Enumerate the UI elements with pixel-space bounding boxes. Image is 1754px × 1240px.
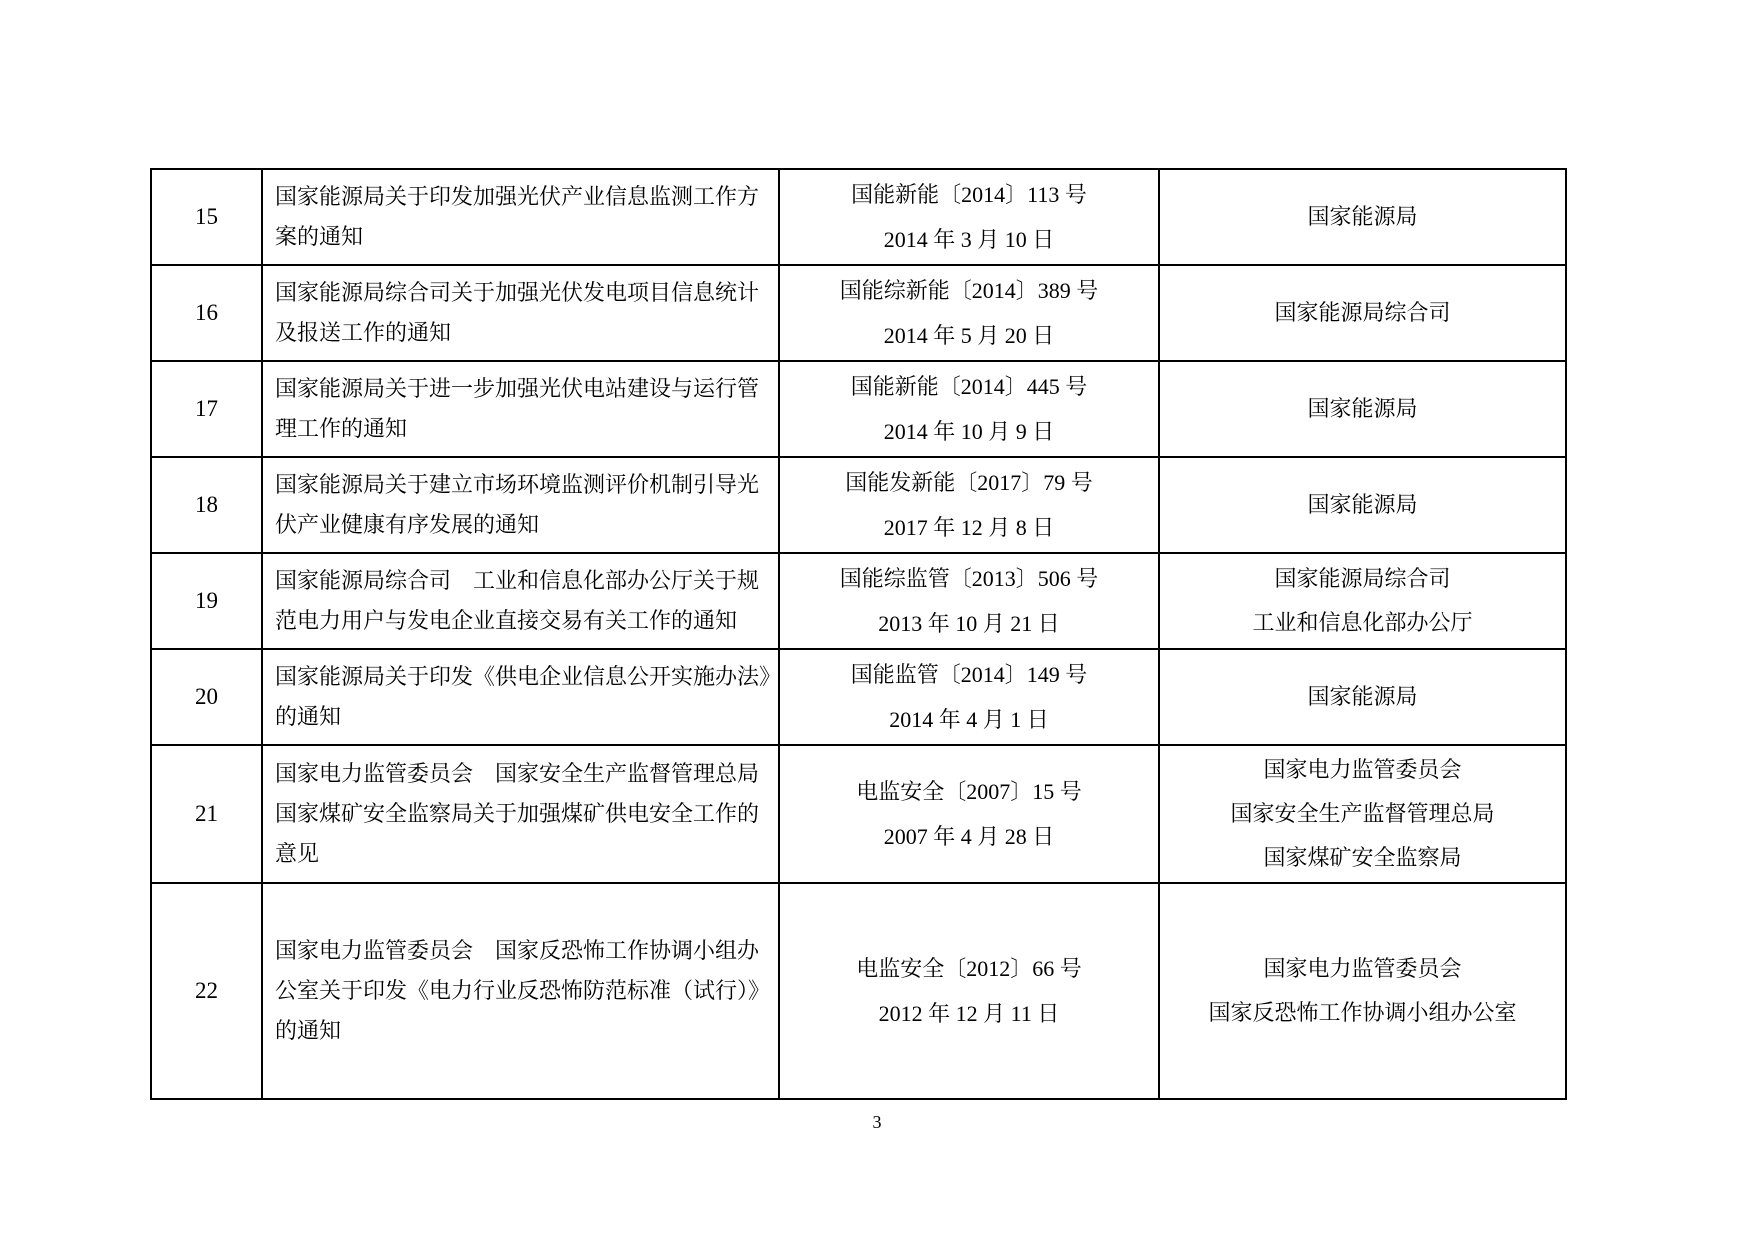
document-title: 国家能源局综合司关于加强光伏发电项目信息统计及报送工作的通知 <box>275 280 760 345</box>
row-number-cell <box>151 745 262 883</box>
document-page <box>150 168 1567 1100</box>
document-number-date-cell <box>779 745 1159 883</box>
document-title-cell <box>262 553 779 649</box>
document-title: 国家能源局关于印发《供电企业信息公开实施办法》的通知 <box>275 664 771 729</box>
document-title-cell <box>262 745 779 883</box>
document-date: 2017 年 12 月 8 日 <box>883 515 1055 540</box>
document-title-cell <box>262 883 779 1099</box>
row-number-cell <box>151 361 262 457</box>
document-title-cell <box>262 457 779 553</box>
issuing-authority: 国家反恐怖工作协调小组办公室 <box>1208 1000 1517 1025</box>
document-date: 2014 年 4 月 1 日 <box>889 707 1049 732</box>
row-number-cell <box>151 883 262 1099</box>
issuing-authority: 国家安全生产监督管理总局 <box>1230 801 1495 826</box>
document-number-date-cell <box>779 265 1159 361</box>
document-title: 国家能源局关于建立市场环境监测评价机制引导光伏产业健康有序发展的通知 <box>275 472 760 537</box>
document-title-cell <box>262 265 779 361</box>
issuing-authority: 国家能源局综合司 <box>1274 566 1451 591</box>
document-number-date-cell <box>779 649 1159 745</box>
issuing-authority-cell <box>1159 553 1566 649</box>
table-row <box>151 883 1566 1099</box>
row-number-cell <box>151 457 262 553</box>
document-date: 2014 年 3 月 10 日 <box>883 227 1055 252</box>
document-date: 2012 年 12 月 11 日 <box>878 1001 1060 1026</box>
document-title: 国家电力监管委员会 国家安全生产监督管理总局国家煤矿安全监察局关于加强煤矿供电安全工作的意见 <box>275 761 760 866</box>
table-row <box>151 169 1566 265</box>
table-row <box>151 361 1566 457</box>
document-number: 电监安全〔2007〕15 号 <box>856 779 1082 804</box>
document-date: 2014 年 5 月 20 日 <box>883 323 1055 348</box>
document-title-cell <box>262 361 779 457</box>
table-row <box>151 553 1566 649</box>
row-number-cell <box>151 169 262 265</box>
document-number: 电监安全〔2012〕66 号 <box>856 956 1082 981</box>
issuing-authority: 国家能源局 <box>1307 204 1418 229</box>
document-title: 国家能源局关于印发加强光伏产业信息监测工作方案的通知 <box>275 184 760 249</box>
table-row <box>151 457 1566 553</box>
issuing-authority-cell <box>1159 457 1566 553</box>
document-number-date-cell <box>779 553 1159 649</box>
row-number: 17 <box>195 396 218 421</box>
document-number: 国能发新能〔2017〕79 号 <box>845 470 1093 495</box>
document-number: 国能新能〔2014〕113 号 <box>851 182 1087 207</box>
regulations-table <box>150 168 1567 1100</box>
document-title: 国家能源局综合司 工业和信息化部办公厅关于规范电力用户与发电企业直接交易有关工作的通知 <box>275 568 760 633</box>
row-number-cell <box>151 649 262 745</box>
issuing-authority: 国家能源局 <box>1307 684 1418 709</box>
page-number: 3 <box>872 1112 882 1132</box>
document-title-cell <box>262 649 779 745</box>
issuing-authority: 国家能源局综合司 <box>1274 300 1451 325</box>
document-number: 国能综监管〔2013〕506 号 <box>839 566 1099 591</box>
document-date: 2007 年 4 月 28 日 <box>883 824 1055 849</box>
table-row <box>151 745 1566 883</box>
issuing-authority-cell <box>1159 169 1566 265</box>
issuing-authority: 国家电力监管委员会 <box>1263 956 1462 981</box>
issuing-authority-cell <box>1159 265 1566 361</box>
table-row <box>151 265 1566 361</box>
document-date: 2013 年 10 月 21 日 <box>878 611 1060 636</box>
row-number: 21 <box>195 801 218 826</box>
issuing-authority: 国家电力监管委员会 <box>1263 757 1462 782</box>
document-number: 国能监管〔2014〕149 号 <box>850 662 1088 687</box>
issuing-authority-cell <box>1159 649 1566 745</box>
row-number: 19 <box>195 588 218 613</box>
row-number: 18 <box>195 492 218 517</box>
issuing-authority: 国家能源局 <box>1307 492 1418 517</box>
document-title: 国家电力监管委员会 国家反恐怖工作协调小组办公室关于印发《电力行业反恐怖防范标准（试行）》的通知 <box>275 938 771 1043</box>
issuing-authority-cell <box>1159 883 1566 1099</box>
row-number-cell <box>151 553 262 649</box>
document-number: 国能综新能〔2014〕389 号 <box>839 278 1099 303</box>
document-number-date-cell <box>779 883 1159 1099</box>
document-number-date-cell <box>779 361 1159 457</box>
row-number-cell <box>151 265 262 361</box>
document-number-date-cell <box>779 169 1159 265</box>
document-number: 国能新能〔2014〕445 号 <box>850 374 1088 399</box>
regulations-table-body <box>151 169 1566 1099</box>
issuing-authority-cell <box>1159 745 1566 883</box>
issuing-authority: 国家能源局 <box>1307 396 1418 421</box>
issuing-authority-cell <box>1159 361 1566 457</box>
row-number: 15 <box>195 204 218 229</box>
document-title: 国家能源局关于进一步加强光伏电站建设与运行管理工作的通知 <box>275 376 760 441</box>
issuing-authority: 国家煤矿安全监察局 <box>1263 845 1462 870</box>
table-row <box>151 649 1566 745</box>
issuing-authority: 工业和信息化部办公厅 <box>1252 610 1473 635</box>
row-number: 16 <box>195 300 218 325</box>
row-number: 20 <box>195 684 218 709</box>
document-number-date-cell <box>779 457 1159 553</box>
document-date: 2014 年 10 月 9 日 <box>883 419 1055 444</box>
document-title-cell <box>262 169 779 265</box>
row-number: 22 <box>195 978 218 1003</box>
